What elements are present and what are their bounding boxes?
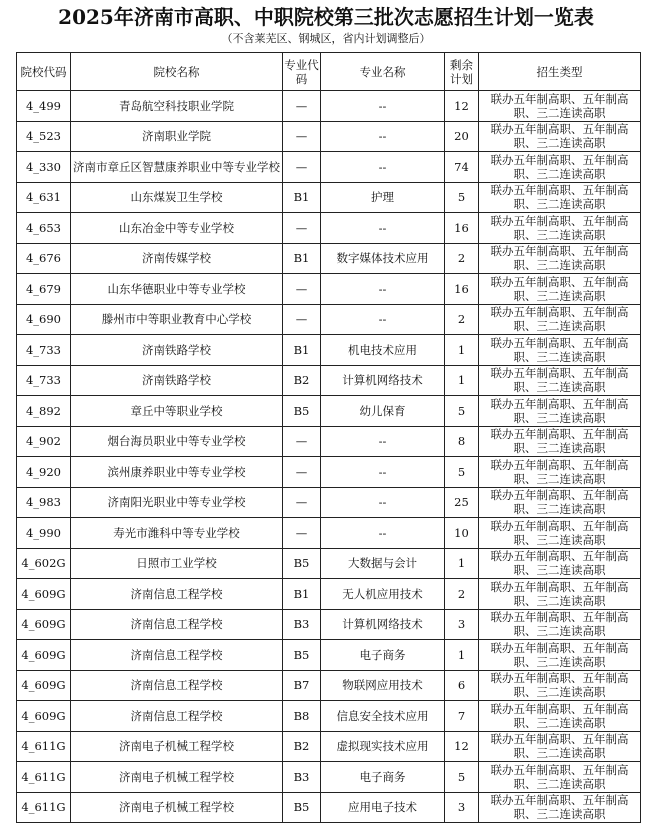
cell-school-name: 山东华德职业中等专业学校 [71,274,283,305]
cell-school-name: 济南传媒学校 [71,243,283,274]
cell-school-code: 4_892 [17,396,71,427]
cell-major-name: -- [321,121,445,152]
cell-remaining: 7 [445,701,479,732]
cell-remaining: 20 [445,121,479,152]
cell-remaining: 1 [445,640,479,671]
cell-type: 联办五年制高职、五年制高职、三二连读高职 [479,213,641,244]
cell-type: 联办五年制高职、五年制高职、三二连读高职 [479,518,641,549]
cell-school-code: 4_609G [17,701,71,732]
cell-type: 联办五年制高职、五年制高职、三二连读高职 [479,274,641,305]
cell-school-code: 4_676 [17,243,71,274]
cell-major-code: B3 [283,762,321,793]
table-row [17,243,641,274]
cell-major-code: B1 [283,243,321,274]
cell-type: 联办五年制高职、五年制高职、三二连读高职 [479,457,641,488]
cell-school-code: 4_602G [17,548,71,579]
cell-school-code: 4_631 [17,182,71,213]
cell-type: 联办五年制高职、五年制高职、三二连读高职 [479,152,641,183]
cell-school-code: 4_609G [17,670,71,701]
table-row [17,762,641,793]
cell-major-name: 大数据与会计 [321,548,445,579]
cell-major-code: — [283,91,321,122]
cell-school-name: 济南市章丘区智慧康养职业中等专业学校 [71,152,283,183]
cell-remaining: 12 [445,91,479,122]
table-row [17,518,641,549]
header-row [17,53,641,91]
cell-remaining: 25 [445,487,479,518]
cell-type: 联办五年制高职、五年制高职、三二连读高职 [479,121,641,152]
cell-major-code: — [283,518,321,549]
cell-type: 联办五年制高职、五年制高职、三二连读高职 [479,396,641,427]
cell-school-name: 章丘中等职业学校 [71,396,283,427]
cell-remaining: 5 [445,762,479,793]
table-row [17,548,641,579]
table-header [17,53,641,91]
enrollment-plan-table [16,52,641,823]
cell-school-code: 4_733 [17,335,71,366]
cell-school-code: 4_990 [17,518,71,549]
cell-school-name: 烟台海员职业中等专业学校 [71,426,283,457]
cell-school-name: 滨州康养职业中等专业学校 [71,457,283,488]
cell-major-code: B1 [283,335,321,366]
cell-school-name: 济南信息工程学校 [71,670,283,701]
cell-major-code: — [283,457,321,488]
header-major-code: 专业代码 [283,53,321,91]
cell-major-name: 数字媒体技术应用 [321,243,445,274]
cell-type: 联办五年制高职、五年制高职、三二连读高职 [479,365,641,396]
table-row [17,640,641,671]
cell-remaining: 8 [445,426,479,457]
cell-school-name: 山东冶金中等专业学校 [71,213,283,244]
table-row [17,457,641,488]
cell-school-code: 4_330 [17,152,71,183]
table-row [17,670,641,701]
table-row [17,304,641,335]
table-row [17,274,641,305]
cell-school-name: 滕州市中等职业教育中心学校 [71,304,283,335]
table-row [17,121,641,152]
cell-type: 联办五年制高职、五年制高职、三二连读高职 [479,670,641,701]
table-row [17,609,641,640]
cell-type: 联办五年制高职、五年制高职、三二连读高职 [479,701,641,732]
cell-school-code: 4_611G [17,792,71,823]
cell-remaining: 2 [445,243,479,274]
cell-major-name: -- [321,152,445,183]
table-row [17,365,641,396]
cell-remaining: 3 [445,609,479,640]
cell-type: 联办五年制高职、五年制高职、三二连读高职 [479,792,641,823]
cell-school-code: 4_920 [17,457,71,488]
table-row [17,335,641,366]
cell-school-name: 济南电子机械工程学校 [71,731,283,762]
table-row [17,213,641,244]
header-major-name: 专业名称 [321,53,445,91]
header-school-name: 院校名称 [71,53,283,91]
cell-major-name: 机电技术应用 [321,335,445,366]
cell-major-name: -- [321,274,445,305]
cell-remaining: 5 [445,396,479,427]
cell-school-code: 4_733 [17,365,71,396]
table-row [17,426,641,457]
cell-major-code: B1 [283,579,321,610]
cell-school-name: 济南信息工程学校 [71,579,283,610]
cell-major-name: 电子商务 [321,640,445,671]
header-type: 招生类型 [479,53,641,91]
cell-school-name: 济南铁路学校 [71,365,283,396]
cell-school-name: 山东煤炭卫生学校 [71,182,283,213]
cell-major-name: -- [321,304,445,335]
cell-type: 联办五年制高职、五年制高职、三二连读高职 [479,548,641,579]
cell-major-code: B8 [283,701,321,732]
cell-type: 联办五年制高职、五年制高职、三二连读高职 [479,762,641,793]
cell-type: 联办五年制高职、五年制高职、三二连读高职 [479,640,641,671]
cell-type: 联办五年制高职、五年制高职、三二连读高职 [479,487,641,518]
cell-school-code: 4_679 [17,274,71,305]
cell-remaining: 12 [445,731,479,762]
cell-major-name: 虚拟现实技术应用 [321,731,445,762]
table-row [17,487,641,518]
cell-remaining: 1 [445,548,479,579]
table-body [17,91,641,823]
cell-major-code: — [283,426,321,457]
cell-school-name: 日照市工业学校 [71,548,283,579]
cell-major-name: -- [321,426,445,457]
cell-major-code: B5 [283,396,321,427]
cell-type: 联办五年制高职、五年制高职、三二连读高职 [479,609,641,640]
cell-school-code: 4_611G [17,731,71,762]
cell-major-code: — [283,121,321,152]
cell-major-name: 应用电子技术 [321,792,445,823]
cell-type: 联办五年制高职、五年制高职、三二连读高职 [479,731,641,762]
page-subtitle: （不含莱芜区、钢城区，省内计划调整后） [221,32,431,45]
cell-remaining: 2 [445,304,479,335]
cell-major-name: -- [321,91,445,122]
cell-school-code: 4_902 [17,426,71,457]
cell-major-name: 计算机网络技术 [321,609,445,640]
cell-remaining: 6 [445,670,479,701]
table-row [17,579,641,610]
cell-major-code: B5 [283,792,321,823]
cell-remaining: 74 [445,152,479,183]
cell-remaining: 10 [445,518,479,549]
cell-school-name: 济南电子机械工程学校 [71,792,283,823]
cell-major-name: 无人机应用技术 [321,579,445,610]
cell-school-name: 寿光市潍科中等专业学校 [71,518,283,549]
cell-school-name: 济南电子机械工程学校 [71,762,283,793]
cell-type: 联办五年制高职、五年制高职、三二连读高职 [479,304,641,335]
cell-type: 联办五年制高职、五年制高职、三二连读高职 [479,91,641,122]
cell-school-name: 济南信息工程学校 [71,640,283,671]
cell-remaining: 2 [445,579,479,610]
cell-major-code: B5 [283,640,321,671]
header-remaining: 剩余计划 [445,53,479,91]
page-title: 2025年济南市高职、中职院校第三批次志愿招生计划一览表 [58,5,594,29]
cell-school-name: 青岛航空科技职业学院 [71,91,283,122]
cell-remaining: 16 [445,213,479,244]
cell-school-name: 济南阳光职业中等专业学校 [71,487,283,518]
cell-type: 联办五年制高职、五年制高职、三二连读高职 [479,182,641,213]
cell-school-code: 4_690 [17,304,71,335]
cell-type: 联办五年制高职、五年制高职、三二连读高职 [479,335,641,366]
cell-major-name: 物联网应用技术 [321,670,445,701]
cell-major-name: -- [321,457,445,488]
cell-major-name: 信息安全技术应用 [321,701,445,732]
cell-school-code: 4_653 [17,213,71,244]
cell-major-name: 电子商务 [321,762,445,793]
cell-school-code: 4_609G [17,609,71,640]
cell-remaining: 5 [445,182,479,213]
cell-major-code: — [283,304,321,335]
cell-type: 联办五年制高职、五年制高职、三二连读高职 [479,579,641,610]
table-row [17,731,641,762]
cell-major-code: — [283,213,321,244]
cell-major-code: — [283,152,321,183]
cell-school-code: 4_609G [17,640,71,671]
table-row [17,91,641,122]
cell-school-code: 4_611G [17,762,71,793]
cell-major-code: B2 [283,731,321,762]
table-row [17,152,641,183]
table-row [17,792,641,823]
cell-major-name: -- [321,213,445,244]
cell-major-code: B5 [283,548,321,579]
cell-school-code: 4_609G [17,579,71,610]
cell-major-name: -- [321,518,445,549]
cell-type: 联办五年制高职、五年制高职、三二连读高职 [479,243,641,274]
cell-type: 联办五年制高职、五年制高职、三二连读高职 [479,426,641,457]
cell-school-name: 济南信息工程学校 [71,701,283,732]
table-row [17,701,641,732]
cell-remaining: 1 [445,365,479,396]
cell-major-code: B7 [283,670,321,701]
cell-school-code: 4_983 [17,487,71,518]
table-row [17,182,641,213]
table-row [17,396,641,427]
cell-major-code: B1 [283,182,321,213]
cell-major-code: — [283,274,321,305]
cell-major-code: B2 [283,365,321,396]
cell-major-code: B3 [283,609,321,640]
cell-major-name: -- [321,487,445,518]
cell-remaining: 1 [445,335,479,366]
cell-remaining: 5 [445,457,479,488]
header-school-code: 院校代码 [17,53,71,91]
cell-school-code: 4_523 [17,121,71,152]
cell-major-name: 护理 [321,182,445,213]
cell-remaining: 16 [445,274,479,305]
cell-school-name: 济南铁路学校 [71,335,283,366]
cell-school-code: 4_499 [17,91,71,122]
cell-major-code: — [283,487,321,518]
cell-remaining: 3 [445,792,479,823]
cell-major-name: 计算机网络技术 [321,365,445,396]
cell-school-name: 济南职业学院 [71,121,283,152]
cell-school-name: 济南信息工程学校 [71,609,283,640]
cell-major-name: 幼儿保育 [321,396,445,427]
